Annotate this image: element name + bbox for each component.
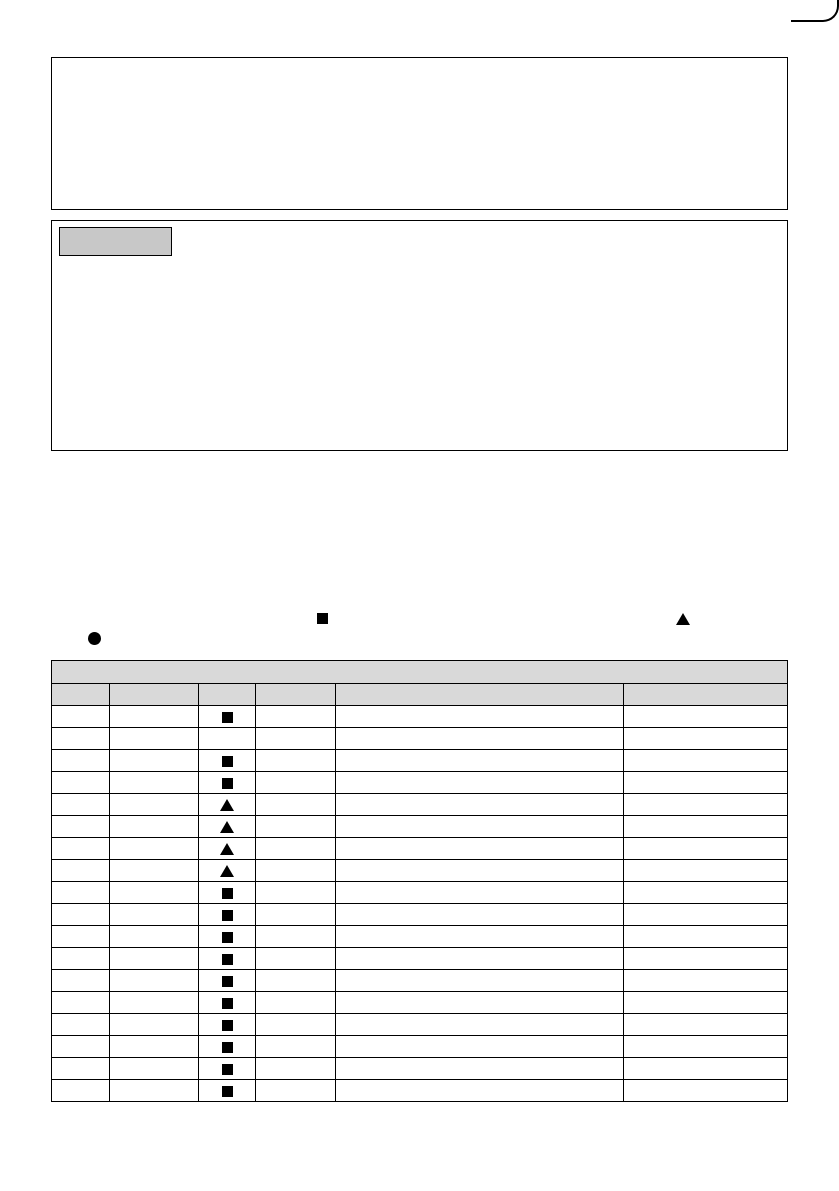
square-icon <box>222 910 233 921</box>
table-cell <box>199 904 256 926</box>
table-row <box>52 860 788 882</box>
table-cell <box>336 750 624 772</box>
header-cell-3 <box>199 684 256 706</box>
table-cell <box>256 728 336 750</box>
table-cell <box>256 1058 336 1080</box>
table-cell <box>52 948 110 970</box>
table-cell <box>624 1036 788 1058</box>
table-cell <box>52 882 110 904</box>
table-row <box>52 882 788 904</box>
square-icon <box>222 932 233 943</box>
table-row <box>52 1080 788 1102</box>
table-cell <box>52 970 110 992</box>
triangle-icon <box>220 843 234 855</box>
table-row <box>52 926 788 948</box>
table-cell <box>199 750 256 772</box>
table-cell <box>336 904 624 926</box>
notice-box <box>51 57 788 210</box>
table-title-cell <box>52 661 788 684</box>
square-icon <box>222 778 233 789</box>
table-cell <box>624 1080 788 1102</box>
table-cell <box>256 970 336 992</box>
table-cell <box>256 926 336 948</box>
table-title-row <box>52 661 788 684</box>
table-cell <box>336 1036 624 1058</box>
caution-box-label <box>59 227 172 256</box>
square-icon <box>222 1064 233 1075</box>
table-cell <box>199 860 256 882</box>
table-cell <box>52 772 110 794</box>
table-cell <box>110 1014 199 1036</box>
triangle-icon <box>220 821 234 833</box>
table-cell <box>336 882 624 904</box>
table-cell <box>256 706 336 728</box>
table-cell <box>52 1014 110 1036</box>
square-icon <box>222 1086 233 1097</box>
table-cell <box>52 904 110 926</box>
table-row <box>52 970 788 992</box>
table-cell <box>110 992 199 1014</box>
table-cell <box>336 1014 624 1036</box>
table-cell <box>110 970 199 992</box>
table-cell <box>110 728 199 750</box>
table-cell <box>624 970 788 992</box>
table-cell <box>52 750 110 772</box>
table-row <box>52 728 788 750</box>
table-cell <box>199 1058 256 1080</box>
table-cell <box>256 948 336 970</box>
table-cell <box>256 882 336 904</box>
table-cell <box>336 706 624 728</box>
table-cell <box>336 794 624 816</box>
table-cell <box>256 992 336 1014</box>
table-cell <box>199 728 256 750</box>
table-cell <box>52 794 110 816</box>
table-cell <box>336 992 624 1014</box>
table-cell <box>624 948 788 970</box>
table-row <box>52 816 788 838</box>
table-cell <box>199 926 256 948</box>
table-cell <box>624 926 788 948</box>
table-cell <box>256 838 336 860</box>
table-cell <box>52 1058 110 1080</box>
table-cell <box>624 750 788 772</box>
table-cell <box>52 992 110 1014</box>
header-cell-6 <box>624 684 788 706</box>
table-row <box>52 706 788 728</box>
table-cell <box>52 838 110 860</box>
header-cell-5 <box>336 684 624 706</box>
table-cell <box>199 706 256 728</box>
table-cell <box>624 816 788 838</box>
table-row <box>52 1014 788 1036</box>
legend-circle-icon <box>88 632 101 645</box>
table-cell <box>199 1014 256 1036</box>
table-cell <box>110 706 199 728</box>
triangle-icon <box>220 865 234 877</box>
table-cell <box>336 838 624 860</box>
square-icon <box>222 954 233 965</box>
specification-table <box>51 660 788 1102</box>
square-icon <box>222 976 233 987</box>
table-cell <box>624 706 788 728</box>
table-cell <box>256 860 336 882</box>
table-cell <box>256 816 336 838</box>
table-cell <box>110 948 199 970</box>
table-cell <box>624 1014 788 1036</box>
header-cell-4 <box>256 684 336 706</box>
table-header-row <box>52 684 788 706</box>
table-cell <box>336 970 624 992</box>
table-cell <box>52 860 110 882</box>
table-row <box>52 838 788 860</box>
header-cell-1 <box>52 684 110 706</box>
table-cell <box>52 706 110 728</box>
table-cell <box>110 882 199 904</box>
table-cell <box>624 882 788 904</box>
table-cell <box>624 838 788 860</box>
square-icon <box>222 998 233 1009</box>
square-icon <box>222 712 233 723</box>
table-cell <box>336 860 624 882</box>
table-cell <box>624 728 788 750</box>
table-cell <box>199 970 256 992</box>
table-cell <box>624 1058 788 1080</box>
table-cell <box>256 794 336 816</box>
table-cell <box>199 1080 256 1102</box>
table-cell <box>624 772 788 794</box>
table-cell <box>110 926 199 948</box>
table-cell <box>256 750 336 772</box>
legend-triangle-icon <box>676 613 690 625</box>
table-cell <box>110 1080 199 1102</box>
table-row <box>52 1058 788 1080</box>
corner-crop-mark <box>791 0 839 22</box>
table-cell <box>110 772 199 794</box>
table-cell <box>110 904 199 926</box>
caution-box <box>51 220 788 451</box>
table-cell <box>199 772 256 794</box>
table-row <box>52 948 788 970</box>
header-cell-2 <box>110 684 199 706</box>
table-cell <box>336 1058 624 1080</box>
table-cell <box>52 816 110 838</box>
table-cell <box>199 1036 256 1058</box>
table-cell <box>199 838 256 860</box>
table-cell <box>110 860 199 882</box>
table-cell <box>110 794 199 816</box>
table-cell <box>256 1080 336 1102</box>
table-cell <box>52 926 110 948</box>
table-cell <box>256 772 336 794</box>
table-row <box>52 794 788 816</box>
table-cell <box>52 1036 110 1058</box>
triangle-icon <box>220 799 234 811</box>
table-cell <box>256 1014 336 1036</box>
table-cell <box>199 794 256 816</box>
table-cell <box>336 728 624 750</box>
square-icon <box>222 888 233 899</box>
table-cell <box>624 794 788 816</box>
square-icon <box>222 756 233 767</box>
square-icon <box>222 1042 233 1053</box>
square-icon <box>222 1020 233 1031</box>
table-row <box>52 904 788 926</box>
table-cell <box>336 772 624 794</box>
table-cell <box>110 1058 199 1080</box>
table-cell <box>199 948 256 970</box>
table-row <box>52 992 788 1014</box>
table-cell <box>336 1080 624 1102</box>
table-row <box>52 772 788 794</box>
table-cell <box>624 860 788 882</box>
table-cell <box>199 992 256 1014</box>
table-cell <box>256 1036 336 1058</box>
table-cell <box>52 1080 110 1102</box>
table-cell <box>624 992 788 1014</box>
table-cell <box>336 948 624 970</box>
table-cell <box>110 838 199 860</box>
table-cell <box>110 750 199 772</box>
table-cell <box>256 904 336 926</box>
table-cell <box>336 816 624 838</box>
table-cell <box>110 816 199 838</box>
table-cell <box>624 904 788 926</box>
table-cell <box>52 728 110 750</box>
table-cell <box>110 1036 199 1058</box>
table-row <box>52 1036 788 1058</box>
legend-square-icon <box>317 613 328 624</box>
table-cell <box>336 926 624 948</box>
table-row <box>52 750 788 772</box>
table-cell <box>199 882 256 904</box>
table-cell <box>199 816 256 838</box>
